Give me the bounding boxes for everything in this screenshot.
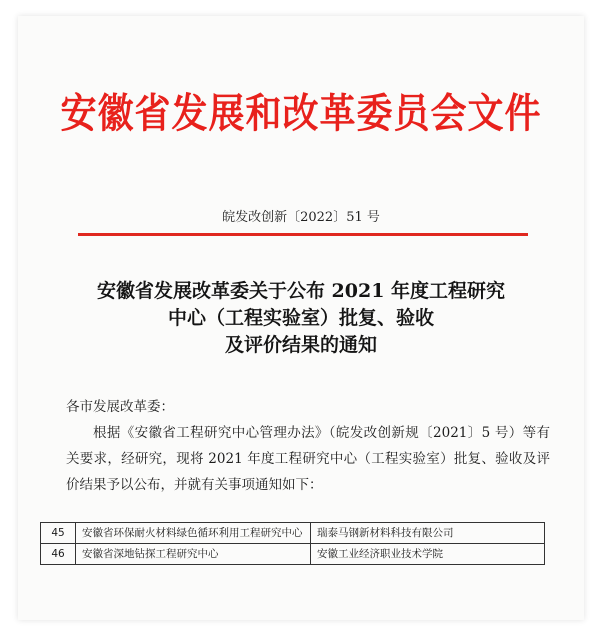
host-unit: 安徽工业经济职业技术学院 <box>311 544 545 565</box>
results-table <box>40 522 545 565</box>
document-number: 皖发改创新〔2022〕51 号 <box>222 210 380 225</box>
title-line: 中心（工程实验室）批复、验收 <box>167 307 434 329</box>
center-name: 安徽省环保耐火材料绿色循环利用工程研究中心 <box>76 523 311 544</box>
center-name: 安徽省深地钻探工程研究中心 <box>76 544 311 565</box>
table-row <box>41 544 545 565</box>
red-divider-rule <box>78 233 528 236</box>
row-number: 46 <box>41 544 76 565</box>
body-text <box>66 394 550 498</box>
title-line: 安徽省发展改革委关于公布 2021 年度工程研究 <box>96 280 506 302</box>
host-unit: 瑞泰马钢新材料科技有限公司 <box>311 523 545 544</box>
notice-title <box>18 278 584 359</box>
letterhead: 安徽省发展和改革委员会文件 <box>60 90 542 137</box>
table-row <box>41 523 545 544</box>
title-line: 及评价结果的通知 <box>224 334 377 356</box>
row-number: 45 <box>41 523 76 544</box>
salutation: 各市发展改革委： <box>66 399 174 415</box>
body-paragraph: 根据《安徽省工程研究中心管理办法》（皖发改创新规〔2021〕5 号）等有关要求，经研究，现将 2021 年度工程研究中心（工程实验室）批复、验收及评价结果予以公布，并就有关事项通知如下： <box>66 425 550 493</box>
